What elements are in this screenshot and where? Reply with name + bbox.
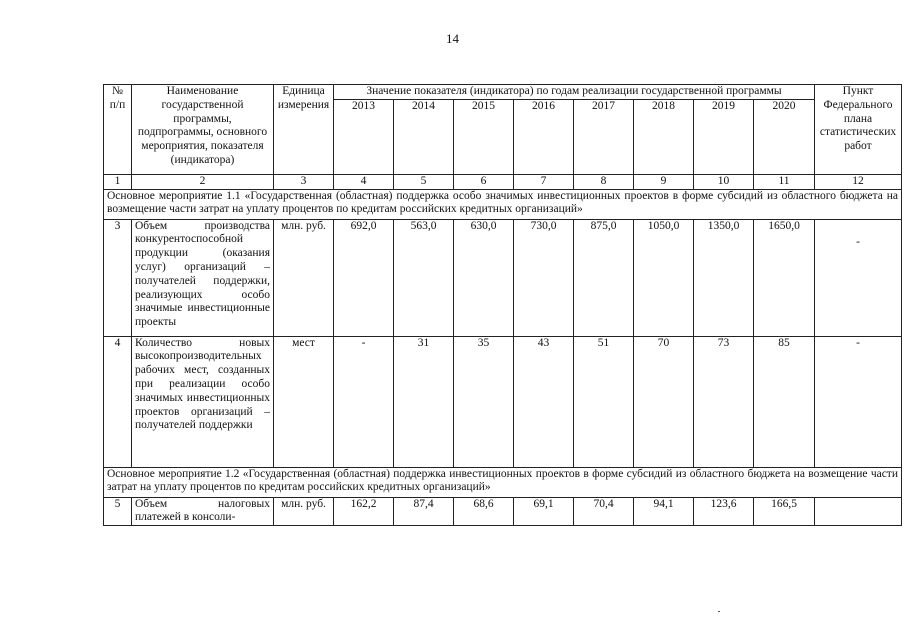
col-number: 9 xyxy=(634,174,694,189)
header-year: 2016 xyxy=(514,99,574,174)
row-num: 4 xyxy=(104,336,132,467)
value-cell: 630,0 xyxy=(454,219,514,336)
unit-cell: млн. руб. xyxy=(274,497,334,526)
scan-speck xyxy=(718,611,720,612)
value-cell: 51 xyxy=(574,336,634,467)
header-num: № п/п xyxy=(104,85,132,175)
value-cell: 68,6 xyxy=(454,497,514,526)
header-year: 2018 xyxy=(634,99,694,174)
value-cell: 692,0 xyxy=(334,219,394,336)
col-number: 4 xyxy=(334,174,394,189)
section-1-title: Основное мероприятие 1.1 «Государственная (областная) поддержка особо значимых инвестиционных проектов в форме субсидий из областного бюджета на возмещение части затрат на уплату процентов по кредитам российских кредитных организаций» xyxy=(104,189,902,219)
page-number: 14 xyxy=(446,31,459,46)
col-number: 7 xyxy=(514,174,574,189)
indicator-name: Количество новых высокопроизводительных рабочих мест, созданных при реализации особо значимых инвестиционных проектов организаций – получателей поддержки xyxy=(132,336,274,467)
section-1-row xyxy=(104,189,902,219)
table-row xyxy=(104,219,902,336)
column-numbers-row xyxy=(104,174,902,189)
col-number: 5 xyxy=(394,174,454,189)
section-2-title: Основное мероприятие 1.2 «Государственная (областная) поддержка инвестиционных проектов в форме субсидий из областного бюджета на возмещение части затрат на уплату процентов по кредитам российских кредитных организаций» xyxy=(104,467,902,497)
value-cell: 166,5 xyxy=(754,497,815,526)
value-cell: 730,0 xyxy=(514,219,574,336)
value-cell: 875,0 xyxy=(574,219,634,336)
value-cell: 73 xyxy=(694,336,754,467)
col-number: 11 xyxy=(754,174,815,189)
indicator-table xyxy=(103,84,902,526)
header-unit: Единица измерения xyxy=(274,85,334,175)
value-cell: 1350,0 xyxy=(694,219,754,336)
value-cell: 31 xyxy=(394,336,454,467)
header-year: 2017 xyxy=(574,99,634,174)
header-row-top xyxy=(104,85,902,100)
header-plan: Пункт Федерального плана статистических работ xyxy=(815,85,902,175)
header-year: 2020 xyxy=(754,99,815,174)
value-cell: 35 xyxy=(454,336,514,467)
header-year: 2015 xyxy=(454,99,514,174)
section-2-row xyxy=(104,467,902,497)
value-cell: 1050,0 xyxy=(634,219,694,336)
table-row xyxy=(104,497,902,526)
value-cell: 1650,0 xyxy=(754,219,815,336)
col-number: 12 xyxy=(815,174,902,189)
value-cell: 563,0 xyxy=(394,219,454,336)
unit-cell: мест xyxy=(274,336,334,467)
col-number: 3 xyxy=(274,174,334,189)
plan-cell: - xyxy=(815,336,902,467)
value-cell: - xyxy=(334,336,394,467)
value-cell: 85 xyxy=(754,336,815,467)
col-number: 2 xyxy=(132,174,274,189)
header-year: 2013 xyxy=(334,99,394,174)
col-number: 1 xyxy=(104,174,132,189)
header-year: 2019 xyxy=(694,99,754,174)
row-num: 3 xyxy=(104,219,132,336)
value-cell: 43 xyxy=(514,336,574,467)
plan-cell xyxy=(815,497,902,526)
header-values-title: Значение показателя (индикатора) по годам реализации государственной программы xyxy=(334,85,815,100)
value-cell: 87,4 xyxy=(394,497,454,526)
indicator-name: Объем налоговых платежей в консоли- xyxy=(132,497,274,526)
value-cell: 94,1 xyxy=(634,497,694,526)
value-cell: 70 xyxy=(634,336,694,467)
col-number: 10 xyxy=(694,174,754,189)
value-cell: 123,6 xyxy=(694,497,754,526)
value-cell: 69,1 xyxy=(514,497,574,526)
row-num: 5 xyxy=(104,497,132,526)
indicator-name: Объем производства конкурентоспособной продукции (оказания услуг) организаций – получателей поддержки, реализующих особо значимые инвестиционные проекты xyxy=(132,219,274,336)
col-number: 6 xyxy=(454,174,514,189)
header-year: 2014 xyxy=(394,99,454,174)
header-name: Наименование государственной программы, подпрограммы, основного мероприятия, показателя (индикатора) xyxy=(132,85,274,175)
table-row xyxy=(104,336,902,467)
plan-cell: - xyxy=(815,219,902,336)
unit-cell: млн. руб. xyxy=(274,219,334,336)
value-cell: 70,4 xyxy=(574,497,634,526)
value-cell: 162,2 xyxy=(334,497,394,526)
col-number: 8 xyxy=(574,174,634,189)
